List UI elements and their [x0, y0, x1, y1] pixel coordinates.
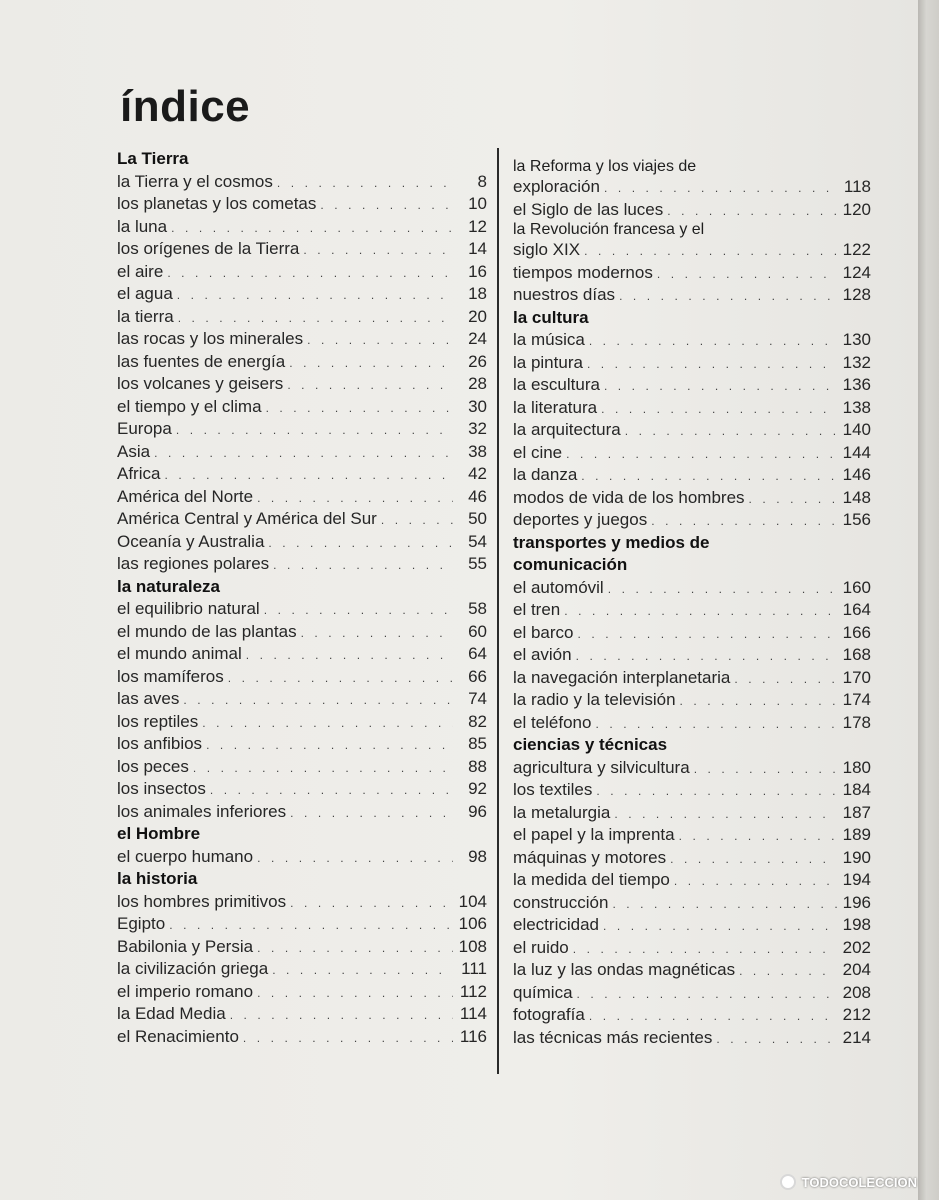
section-heading: el Hombre: [117, 824, 201, 843]
leader-dots: [596, 780, 837, 803]
column-divider: [497, 148, 499, 1074]
index-entry-page: 204: [842, 960, 871, 979]
leader-dots: [289, 352, 453, 375]
index-entry: [117, 283, 487, 306]
index-entry-label: los planetas y los cometas: [117, 194, 317, 213]
index-entry-page: 74: [468, 689, 487, 708]
index-entry-label: la radio y la televisión: [513, 690, 676, 709]
index-entry-page: 112: [459, 981, 487, 1001]
index-entry-page: 212: [842, 1005, 871, 1024]
index-entry-label: el ruido: [513, 937, 569, 957]
leader-dots: [273, 554, 453, 577]
leader-dots: [246, 644, 453, 667]
index-entry-page: 174: [842, 690, 871, 709]
index-entry-page: 130: [842, 330, 871, 349]
section-heading: la naturaleza: [117, 576, 220, 596]
index-entry: [513, 239, 871, 262]
index-entry-page: 98: [468, 846, 487, 866]
index-entry-label: exploración: [513, 177, 600, 196]
index-entry-label: Africa: [117, 464, 161, 483]
leader-dots: [290, 802, 453, 825]
leader-dots: [587, 353, 837, 376]
leader-dots: [651, 510, 837, 533]
index-entry-label: fotografía: [513, 1005, 585, 1024]
index-entry-label: química: [513, 982, 573, 1002]
index-entry-page: 184: [842, 780, 871, 799]
index-entry-label: el imperio romano: [117, 981, 254, 1001]
index-entry-label: las rocas y los minerales: [117, 329, 304, 348]
leader-dots: [320, 194, 453, 217]
index-entry: [513, 284, 871, 307]
index-entry-page: 164: [842, 600, 871, 619]
leader-dots: [670, 848, 837, 871]
index-entry-page: 50: [468, 509, 487, 528]
index-entry-label: la civilización griega: [117, 959, 269, 978]
index-entry-label: el equilibrio natural: [117, 599, 260, 618]
index-entry: [117, 936, 487, 959]
index-entry: [117, 171, 487, 194]
leader-dots: [264, 599, 453, 622]
leader-dots: [667, 200, 837, 223]
index-entry-label: la Tierra y el cosmos: [117, 171, 273, 191]
leader-dots: [154, 442, 453, 465]
index-entry-label: las aves: [117, 689, 180, 708]
index-entry-page: 96: [468, 801, 487, 821]
index-entry-page: 54: [468, 531, 487, 551]
index-entry-label: los textiles: [513, 780, 593, 799]
leader-dots: [171, 217, 453, 240]
index-entry: [513, 419, 871, 442]
index-entry-page: 118: [843, 177, 871, 196]
index-entry-page: 128: [842, 285, 871, 304]
index-entry: [513, 644, 871, 667]
leader-dots: [303, 239, 453, 262]
index-entry-page: 55: [468, 554, 487, 573]
index-entry-label: la navegación interplanetaria: [513, 667, 731, 687]
index-entry-label: siglo XIX: [513, 240, 581, 259]
index-entry: [117, 328, 487, 351]
leader-dots: [287, 374, 453, 397]
index-entry-label: los animales inferiores: [117, 801, 287, 821]
index-entry-label: la luna: [117, 216, 168, 236]
index-entry: [513, 869, 871, 892]
leader-dots: [228, 667, 453, 690]
index-entry-page: 114: [459, 1004, 487, 1023]
index-entry-label: nuestros días: [513, 285, 616, 304]
index-entry-label: el papel y la imprenta: [513, 825, 675, 844]
leader-dots: [272, 959, 453, 982]
index-entry-label: el avión: [513, 645, 572, 664]
section-heading: comunicación: [513, 555, 628, 574]
index-entry-page: 146: [842, 465, 871, 484]
index-entry-label: el cine: [513, 442, 563, 462]
leader-dots: [183, 689, 453, 712]
index-entry-label: la escultura: [513, 375, 600, 394]
index-entry: [513, 176, 871, 199]
index-entry-page: 24: [468, 329, 487, 348]
index-entry-page: 156: [842, 510, 871, 529]
section-heading: la cultura: [513, 307, 589, 327]
index-entry-label: los mamíferos: [117, 666, 224, 686]
index-entry: [513, 352, 871, 375]
index-entry-page: 214: [842, 1027, 871, 1047]
leader-dots: [584, 240, 837, 263]
index-column-right: [513, 158, 871, 1049]
index-entry: [117, 508, 487, 531]
index-entry-page: 116: [459, 1026, 487, 1046]
index-entry: [513, 1027, 871, 1050]
leader-dots: [573, 938, 837, 961]
index-entry-label: el automóvil: [513, 577, 604, 597]
index-entry-label: América Central y América del Sur: [117, 509, 377, 528]
index-entry: [117, 193, 487, 216]
index-entry-label: la Edad Media: [117, 1004, 226, 1023]
index-entry: [117, 306, 487, 329]
index-entry-label: los insectos: [117, 779, 206, 798]
index-entry-page: 58: [468, 599, 487, 618]
index-entry-label: Oceanía y Australia: [117, 531, 265, 551]
leader-dots: [674, 870, 837, 893]
index-entry: [117, 643, 487, 666]
index-entry-label: la medida del tiempo: [513, 870, 670, 889]
index-entry-page: 20: [468, 306, 487, 326]
leader-dots: [564, 600, 837, 623]
leader-dots: [612, 893, 837, 916]
index-entry-page: 82: [468, 711, 487, 731]
leader-dots: [619, 285, 837, 308]
leader-dots: [167, 262, 453, 285]
index-entry-label: las técnicas más recientes: [513, 1027, 713, 1047]
index-entry-label: el agua: [117, 284, 173, 303]
index-entry-label: las regiones polares: [117, 554, 270, 573]
index-entry-label: agricultura y silvicultura: [513, 757, 690, 777]
index-entry-label: los hombres primitivos: [117, 891, 287, 911]
index-entry: [513, 397, 871, 420]
leader-dots: [257, 937, 453, 960]
index-entry-label: la música: [513, 330, 585, 349]
index-entry-label: el mundo animal: [117, 644, 242, 663]
leader-dots: [601, 398, 837, 421]
index-entry-page: 196: [842, 892, 871, 912]
index-entry: [117, 553, 487, 576]
leader-dots: [381, 509, 453, 532]
index-entry: [117, 396, 487, 419]
index-entry: [513, 937, 871, 960]
index-entry: [513, 329, 871, 352]
index-entry: [117, 846, 487, 869]
leader-dots: [206, 734, 453, 757]
index-entry-label: deportes y juegos: [513, 510, 648, 529]
index-entry-label: construcción: [513, 892, 609, 912]
index-entry: [513, 577, 871, 600]
page-edge: [918, 0, 939, 1200]
index-entry: [513, 779, 871, 802]
index-entry-label: el Renacimiento: [117, 1026, 239, 1046]
index-entry-label-line: la Revolución francesa y el: [513, 221, 705, 238]
leader-dots: [257, 487, 453, 510]
index-entry: [117, 238, 487, 261]
index-entry-page: 178: [842, 712, 871, 732]
index-entry: [117, 418, 487, 441]
index-entry-page: 104: [458, 891, 487, 911]
index-entry-page: 138: [842, 397, 871, 417]
index-entry: [513, 982, 871, 1005]
index-entry: [117, 981, 487, 1004]
index-entry: [117, 1026, 487, 1049]
index-entry-page: 148: [842, 487, 871, 507]
leader-dots: [603, 915, 837, 938]
index-entry: [513, 599, 871, 622]
index-entry-page: 190: [842, 847, 871, 867]
index-entry: [513, 442, 871, 465]
index-entry: [513, 847, 871, 870]
index-entry: [117, 958, 487, 981]
index-entry-page: 144: [842, 442, 871, 462]
index-entry-label: el aire: [117, 261, 164, 281]
leader-dots: [625, 420, 837, 443]
index-entry: [117, 531, 487, 554]
index-entry-page: 132: [842, 352, 871, 372]
index-entry: [117, 373, 487, 396]
watermark-logo-icon: [780, 1174, 796, 1190]
index-entry: [513, 464, 871, 487]
index-entry: [117, 711, 487, 734]
leader-dots: [604, 375, 837, 398]
index-entry: [513, 622, 871, 645]
index-entry-page: 160: [842, 577, 871, 597]
leader-dots: [164, 464, 453, 487]
index-entry-page: 122: [842, 240, 871, 259]
index-entry-page: 168: [842, 645, 871, 664]
index-entry-label-line: la Reforma y los viajes de: [513, 158, 697, 175]
leader-dots: [589, 330, 837, 353]
leader-dots: [739, 960, 837, 983]
index-entry-page: 92: [468, 779, 487, 798]
index-entry-label: máquinas y motores: [513, 847, 667, 867]
section-heading: ciencias y técnicas: [513, 735, 668, 754]
index-entry-label: los volcanes y geisers: [117, 374, 284, 393]
leader-dots: [268, 532, 453, 555]
index-entry-page: 46: [468, 486, 487, 506]
index-entry-label: modos de vida de los hombres: [513, 487, 745, 507]
section-heading: transportes y medios de: [513, 532, 710, 552]
index-entry: [117, 261, 487, 284]
leader-dots: [716, 1028, 837, 1051]
index-entry-label: la danza: [513, 465, 578, 484]
index-entry-page: 16: [468, 261, 487, 281]
index-entry-page: 64: [468, 644, 487, 663]
index-entry: [513, 374, 871, 397]
leader-dots: [679, 825, 837, 848]
leader-dots: [210, 779, 453, 802]
index-entry-page: 180: [842, 757, 871, 777]
index-entry: [117, 666, 487, 689]
index-entry: [117, 621, 487, 644]
index-entry: [513, 802, 871, 825]
leader-dots: [576, 645, 837, 668]
leader-dots: [749, 488, 837, 511]
index-entry: [513, 509, 871, 532]
index-entry-label: la arquitectura: [513, 420, 621, 439]
section-heading: la historia: [117, 869, 198, 888]
index-entry-page: 18: [468, 284, 487, 303]
index-entry: [117, 441, 487, 464]
leader-dots: [577, 983, 837, 1006]
index-entry-page: 124: [842, 262, 871, 282]
index-entry: [117, 216, 487, 239]
leader-dots: [657, 263, 837, 286]
leader-dots: [243, 1027, 453, 1050]
index-entry-label: el mundo de las plantas: [117, 621, 297, 641]
index-entry: [513, 959, 871, 982]
index-entry-page: 202: [842, 937, 871, 957]
index-entry: [513, 1004, 871, 1027]
watermark-text: TODOCOLECCION: [801, 1174, 917, 1190]
index-entry-page: 108: [458, 936, 487, 956]
index-entry-page: 85: [468, 734, 487, 753]
index-entry: [513, 262, 871, 285]
leader-dots: [694, 758, 837, 781]
index-entry-page: 120: [842, 199, 871, 219]
index-entry: [117, 756, 487, 779]
index-entry: [513, 892, 871, 915]
index-entry-page: 111: [461, 959, 487, 978]
leader-dots: [614, 803, 837, 826]
leader-dots: [176, 419, 453, 442]
leader-dots: [266, 397, 453, 420]
page-title: índice: [120, 82, 251, 131]
index-column-left: [117, 148, 487, 1048]
index-entry-label: la literatura: [513, 397, 598, 417]
index-entry: [513, 199, 871, 222]
leader-dots: [169, 914, 453, 937]
index-entry-label: los orígenes de la Tierra: [117, 239, 300, 258]
index-entry: [513, 914, 871, 937]
section-heading: La Tierra: [117, 149, 189, 168]
index-entry-label: Europa: [117, 419, 172, 438]
index-entry: [513, 712, 871, 735]
index-entry-page: 8: [477, 171, 487, 191]
leader-dots: [202, 712, 453, 735]
index-entry-label: los peces: [117, 756, 189, 776]
index-entry-page: 42: [468, 464, 487, 483]
leader-dots: [290, 892, 453, 915]
leader-dots: [257, 982, 453, 1005]
index-entry-page: 208: [842, 982, 871, 1002]
index-entry-label: la metalurgia: [513, 802, 611, 822]
index-entry-label: América del Norte: [117, 486, 254, 506]
leader-dots: [734, 668, 837, 691]
leader-dots: [178, 307, 453, 330]
index-entry: [117, 733, 487, 756]
leader-dots: [680, 690, 837, 713]
index-entry-page: 187: [842, 802, 871, 822]
leader-dots: [307, 329, 453, 352]
index-entry: [117, 463, 487, 486]
index-entry: [117, 486, 487, 509]
index-entry-page: 66: [468, 666, 487, 686]
index-entry-page: 166: [842, 622, 871, 642]
index-entry-page: 60: [468, 621, 487, 641]
index-entry-page: 170: [842, 667, 871, 687]
index-entry-page: 28: [468, 374, 487, 393]
index-entry: [117, 778, 487, 801]
index-entry: [117, 688, 487, 711]
leader-dots: [277, 172, 453, 195]
index-entry-label: la pintura: [513, 352, 583, 372]
index-entry-page: 30: [468, 396, 487, 416]
index-entry: [513, 667, 871, 690]
index-entry-page: 88: [468, 756, 487, 776]
leader-dots: [589, 1005, 837, 1028]
leader-dots: [581, 465, 837, 488]
index-entry-label: Asia: [117, 441, 151, 461]
index-entry: [513, 487, 871, 510]
index-entry-label: los anfibios: [117, 734, 203, 753]
leader-dots: [608, 578, 837, 601]
index-entry: [117, 891, 487, 914]
index-entry-page: 189: [842, 825, 871, 844]
index-entry-page: 136: [842, 375, 871, 394]
index-entry-label: las fuentes de energía: [117, 351, 286, 371]
index-entry-label: el Siglo de las luces: [513, 199, 664, 219]
leader-dots: [604, 177, 837, 200]
leader-dots: [595, 713, 837, 736]
index-entry-page: 32: [468, 419, 487, 438]
index-entry-label: el teléfono: [513, 712, 592, 732]
index-entry: [117, 913, 487, 936]
index-entry-label: tiempos modernos: [513, 262, 653, 282]
leader-dots: [301, 622, 453, 645]
leader-dots: [577, 623, 837, 646]
index-entry-page: 12: [468, 216, 487, 236]
leader-dots: [193, 757, 453, 780]
index-entry-label: Babilonia y Persia: [117, 936, 254, 956]
index-entry-page: 198: [842, 915, 871, 934]
index-entry-page: 14: [468, 239, 487, 258]
index-entry-page: 140: [842, 420, 871, 439]
index-entry-label: los reptiles: [117, 711, 199, 731]
index-entry: [117, 598, 487, 621]
index-entry: [117, 1003, 487, 1026]
leader-dots: [257, 847, 453, 870]
index-entry-label: el tiempo y el clima: [117, 396, 262, 416]
index-entry-label: la tierra: [117, 306, 174, 326]
index-entry: [513, 689, 871, 712]
leader-dots: [177, 284, 453, 307]
watermark: [780, 1174, 917, 1190]
leader-dots: [230, 1004, 453, 1027]
index-entry: [513, 824, 871, 847]
index-entry-page: 194: [842, 870, 871, 889]
index-entry: [117, 801, 487, 824]
index-entry-page: 10: [468, 194, 487, 213]
index-entry-label: electricidad: [513, 915, 599, 934]
index-entry: [513, 757, 871, 780]
index-entry: [117, 351, 487, 374]
leader-dots: [566, 443, 837, 466]
index-entry-label: Egipto: [117, 914, 166, 933]
index-entry-label: la luz y las ondas magnéticas: [513, 960, 736, 979]
index-entry-page: 106: [458, 914, 487, 933]
index-entry-label: el tren: [513, 600, 561, 619]
index-entry-page: 38: [468, 441, 487, 461]
index-entry-page: 26: [468, 351, 487, 371]
index-entry-label: el cuerpo humano: [117, 846, 254, 866]
index-entry-label: el barco: [513, 622, 574, 642]
